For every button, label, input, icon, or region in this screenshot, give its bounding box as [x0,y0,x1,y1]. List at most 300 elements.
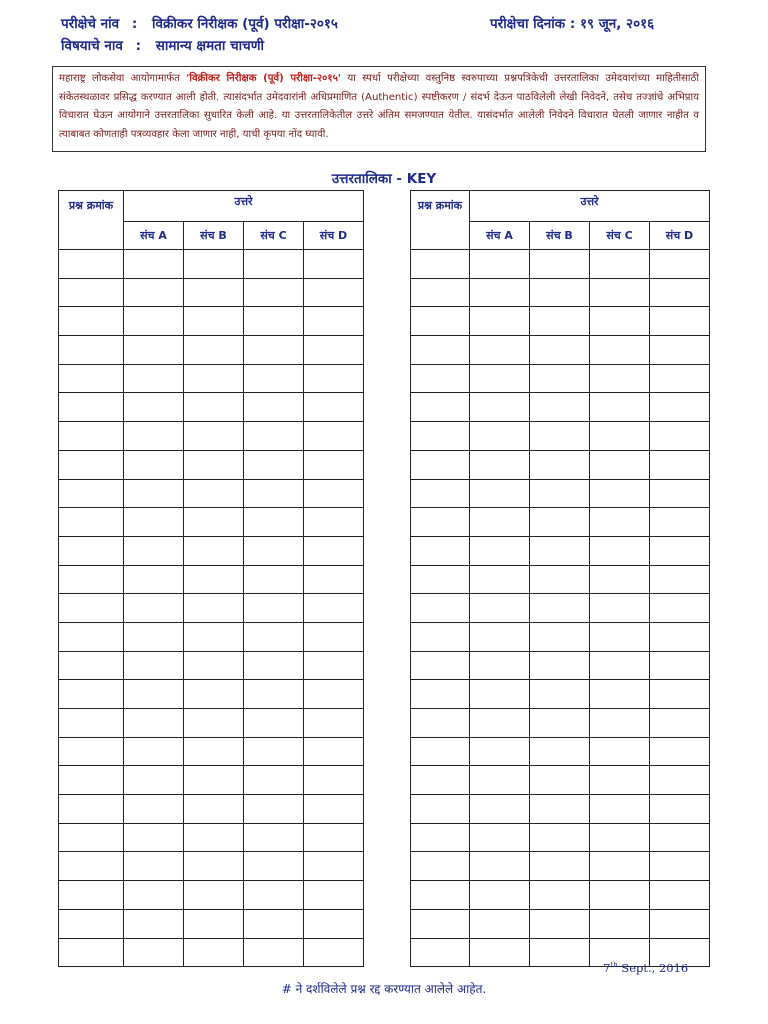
table-row [411,651,710,680]
answer-cell [124,823,184,852]
answer-cell [184,422,244,451]
answer-cell [650,622,710,651]
qno-cell [411,422,470,451]
qno-cell [411,278,470,307]
answer-cell [530,565,590,594]
table-row [59,823,364,852]
answer-cell [590,852,650,881]
qno-cell [411,823,470,852]
answer-cell [530,680,590,709]
table-row [411,393,710,422]
answer-cell [590,393,650,422]
answer-cell [470,393,530,422]
answer-cell [244,881,304,910]
qno-cell [411,909,470,938]
qno-cell [411,250,470,279]
answer-cell [304,422,364,451]
answer-cell [124,680,184,709]
answer-cell [650,823,710,852]
table-row [411,823,710,852]
table-row [59,737,364,766]
qno-cell [59,680,124,709]
answer-cell [184,307,244,336]
qno-cell [59,852,124,881]
answer-cell [470,250,530,279]
answer-cell [530,737,590,766]
answer-cell [470,565,530,594]
answer-cell [650,909,710,938]
answer-cell [650,651,710,680]
answer-cell [590,508,650,537]
answer-cell [244,536,304,565]
answer-cell [244,450,304,479]
answer-cell [124,479,184,508]
answer-cell [590,364,650,393]
answer-cell [650,250,710,279]
answer-cell [590,881,650,910]
qno-cell [411,594,470,623]
table-row [411,307,710,336]
answer-cell [470,508,530,537]
answer-cell [590,336,650,365]
answer-cell [304,823,364,852]
answer-cell [184,766,244,795]
qno-cell [411,795,470,824]
footer-date-rest: Sept., 2016 [617,961,689,975]
answer-cell [590,909,650,938]
answer-cell [304,938,364,967]
footer-date-suffix: th [610,961,618,970]
subject-line [61,36,264,54]
table-row [411,364,710,393]
answer-cell [244,594,304,623]
table-row [59,508,364,537]
qno-header: प्रश्न क्रमांक [59,191,124,250]
answer-cell [590,594,650,623]
answer-cell [530,709,590,738]
answer-cell [184,536,244,565]
answer-cell [650,709,710,738]
answer-cell [530,508,590,537]
qno-cell [411,938,470,967]
notice-box [52,66,706,152]
answer-cell [244,250,304,279]
answer-cell [124,938,184,967]
qno-cell [59,795,124,824]
table-row [411,622,710,651]
set-a-header: संच A [124,222,184,250]
answer-cell [590,766,650,795]
answer-cell [124,709,184,738]
table-row [411,250,710,279]
answer-cell [184,278,244,307]
answer-cell [304,622,364,651]
qno-cell [411,536,470,565]
answer-cell [530,852,590,881]
qno-cell [411,881,470,910]
answer-cell [124,336,184,365]
answer-cell [650,307,710,336]
qno-cell [59,594,124,623]
table-row [59,594,364,623]
answer-cell [650,881,710,910]
table-row [59,852,364,881]
answer-cell [304,393,364,422]
table-row [411,795,710,824]
set-d-header: संच D [304,222,364,250]
answer-cell [650,450,710,479]
table-row [411,536,710,565]
table-row [59,766,364,795]
answer-cell [590,479,650,508]
qno-cell [59,565,124,594]
answers-header: उत्तरे [470,191,710,222]
answer-cell [124,450,184,479]
qno-cell [411,622,470,651]
answer-cell [124,422,184,451]
answer-cell [530,393,590,422]
table-row [59,680,364,709]
answer-cell [530,795,590,824]
table-row [411,709,710,738]
table-row [59,364,364,393]
qno-cell [411,565,470,594]
qno-cell [411,508,470,537]
answer-cell [470,881,530,910]
qno-cell [59,450,124,479]
answer-cell [184,393,244,422]
answer-cell [470,336,530,365]
answer-cell [304,709,364,738]
answer-cell [124,881,184,910]
answer-cell [244,336,304,365]
qno-cell [59,278,124,307]
answer-cell [184,737,244,766]
exam-name-label: परीक्षेचे नांव [61,16,120,32]
answer-cell [304,536,364,565]
qno-cell [59,307,124,336]
answer-cell [590,565,650,594]
answer-cell [184,250,244,279]
qno-cell [411,709,470,738]
answer-cell [530,278,590,307]
answer-cell [650,766,710,795]
qno-cell [411,393,470,422]
answer-cell [184,565,244,594]
answer-cell [650,852,710,881]
qno-cell [59,909,124,938]
answer-cell [184,881,244,910]
table-row [411,766,710,795]
answer-cell [244,852,304,881]
answer-cell [650,565,710,594]
answer-cell [530,450,590,479]
answer-cell [304,651,364,680]
answer-cell [124,536,184,565]
table-row [411,737,710,766]
qno-cell [59,881,124,910]
answer-cell [244,422,304,451]
table-row [59,536,364,565]
table-row [411,909,710,938]
answer-cell [590,795,650,824]
answer-cell [304,881,364,910]
answer-cell [650,422,710,451]
exam-date-label: परीक्षेचा दिनांक : [490,16,576,32]
table-row [59,565,364,594]
answer-cell [530,307,590,336]
subject-value: सामान्य क्षमता चाचणी [155,38,264,54]
answer-cell [470,823,530,852]
answer-cell [184,479,244,508]
answer-cell [650,364,710,393]
answer-cell [244,737,304,766]
qno-cell [59,709,124,738]
answer-cell [184,622,244,651]
qno-cell [59,622,124,651]
answer-cell [650,393,710,422]
qno-cell [411,680,470,709]
qno-cell [59,938,124,967]
exam-date-line [490,14,654,32]
answer-cell [470,766,530,795]
set-c-header: संच C [244,222,304,250]
answer-cell [184,336,244,365]
set-c-header: संच C [590,222,650,250]
answer-cell [470,422,530,451]
qno-cell [411,852,470,881]
qno-cell [59,766,124,795]
answer-cell [304,565,364,594]
answer-cell [304,450,364,479]
answer-cell [304,364,364,393]
qno-cell [411,737,470,766]
footer-date-day: 7 [603,961,611,975]
qno-cell [411,450,470,479]
qno-cell [59,364,124,393]
answer-cell [470,364,530,393]
answer-cell [124,622,184,651]
answer-cell [530,536,590,565]
table-row [59,479,364,508]
answer-cell [124,909,184,938]
answer-cell [470,536,530,565]
answer-cell [304,766,364,795]
answer-cell [650,336,710,365]
answer-cell [244,680,304,709]
answer-cell [530,938,590,967]
answer-cell [244,278,304,307]
answer-cell [470,278,530,307]
qno-cell [59,250,124,279]
notice-highlight: 'विक्रीकर निरीक्षक (पूर्व) परीक्षा-२०१५' [186,73,342,84]
answer-cell [590,680,650,709]
answer-cell [590,823,650,852]
answer-cell [650,536,710,565]
answer-cell [530,422,590,451]
table-row [59,250,364,279]
answer-key-table-left [58,190,364,967]
answer-cell [124,307,184,336]
answer-cell [244,709,304,738]
answer-cell [184,938,244,967]
answer-cell [244,393,304,422]
answer-cell [590,250,650,279]
answer-cell [244,364,304,393]
qno-cell [59,508,124,537]
answer-cell [304,479,364,508]
answer-cell [304,307,364,336]
answer-cell [650,594,710,623]
table-row [59,709,364,738]
answer-cell [530,766,590,795]
answer-cell [590,536,650,565]
table-row [411,565,710,594]
answer-cell [304,594,364,623]
answer-cell [304,680,364,709]
answer-cell [530,651,590,680]
answer-cell [470,909,530,938]
answer-cell [184,450,244,479]
answer-cell [650,479,710,508]
table-row [59,307,364,336]
answer-cell [124,852,184,881]
answer-cell [124,393,184,422]
answer-cell [590,651,650,680]
answer-cell [184,795,244,824]
answer-cell [244,909,304,938]
answer-cell [124,594,184,623]
answer-cell [530,881,590,910]
answer-cell [590,307,650,336]
answer-cell [470,307,530,336]
answer-cell [184,680,244,709]
answer-cell [590,622,650,651]
qno-cell [59,393,124,422]
answer-cell [304,737,364,766]
exam-date-value: १९ जून, २०१६ [579,16,655,32]
answer-cell [304,336,364,365]
table-row [411,881,710,910]
answer-cell [304,508,364,537]
footer-note: # ने दर्शविलेले प्रश्न रद्द करण्यात आलेले आहेत. [281,982,487,996]
table-row [59,909,364,938]
table-row [59,393,364,422]
qno-cell [411,336,470,365]
notice-text-part1: महाराष्ट्र लोकसेवा आयोगामार्फत [59,73,180,84]
table-row [59,622,364,651]
set-b-header: संच B [530,222,590,250]
table-row [411,450,710,479]
answer-cell [124,565,184,594]
subject-label: विषयाचे नाव [61,38,123,54]
answer-cell [304,250,364,279]
table-row [411,594,710,623]
qno-cell [411,307,470,336]
answer-cell [124,737,184,766]
answer-cell [304,852,364,881]
exam-name-value: विक्रीकर निरीक्षक (पूर्व) परीक्षा-२०१५ [151,16,338,32]
answer-cell [530,622,590,651]
answer-cell [244,938,304,967]
answer-cell [124,766,184,795]
table-row [59,795,364,824]
key-title: उत्तरतालिका - KEY [331,171,437,187]
answer-cell [184,594,244,623]
answer-cell [124,250,184,279]
answer-cell [470,594,530,623]
answer-cell [304,278,364,307]
table-row [411,336,710,365]
qno-cell [411,479,470,508]
table-row [59,422,364,451]
answer-cell [184,823,244,852]
table-row [59,881,364,910]
table-row [411,680,710,709]
answer-cell [590,709,650,738]
table-row [59,651,364,680]
qno-cell [59,336,124,365]
qno-cell [59,479,124,508]
qno-cell [411,651,470,680]
answer-cell [650,278,710,307]
answer-cell [244,622,304,651]
set-a-header: संच A [470,222,530,250]
answers-header: उत्तरे [124,191,364,222]
qno-cell [59,651,124,680]
answer-cell [650,737,710,766]
answer-cell [124,795,184,824]
answer-cell [590,737,650,766]
answer-cell [470,680,530,709]
answer-cell [124,278,184,307]
answer-cell [650,508,710,537]
answer-cell [244,508,304,537]
table-row [411,278,710,307]
answer-cell [530,336,590,365]
answer-cell [470,709,530,738]
subject-colon: : [135,38,142,54]
answer-cell [530,909,590,938]
table-row [411,508,710,537]
answer-cell [244,795,304,824]
answer-cell [244,479,304,508]
answer-cell [184,709,244,738]
answer-cell [530,364,590,393]
answer-cell [590,422,650,451]
table-row [411,479,710,508]
answer-cell [530,250,590,279]
table-row [59,278,364,307]
answer-cell [244,565,304,594]
exam-name-colon: : [131,16,138,32]
answer-cell [124,508,184,537]
table-row [59,450,364,479]
table-row [59,938,364,967]
answer-cell [304,795,364,824]
qno-cell [411,766,470,795]
answer-cell [244,307,304,336]
table-row [411,852,710,881]
answer-cell [184,909,244,938]
set-b-header: संच B [184,222,244,250]
answer-cell [470,651,530,680]
qno-cell [59,737,124,766]
answer-cell [184,508,244,537]
qno-header: प्रश्न क्रमांक [411,191,470,250]
answer-cell [650,795,710,824]
answer-cell [470,938,530,967]
